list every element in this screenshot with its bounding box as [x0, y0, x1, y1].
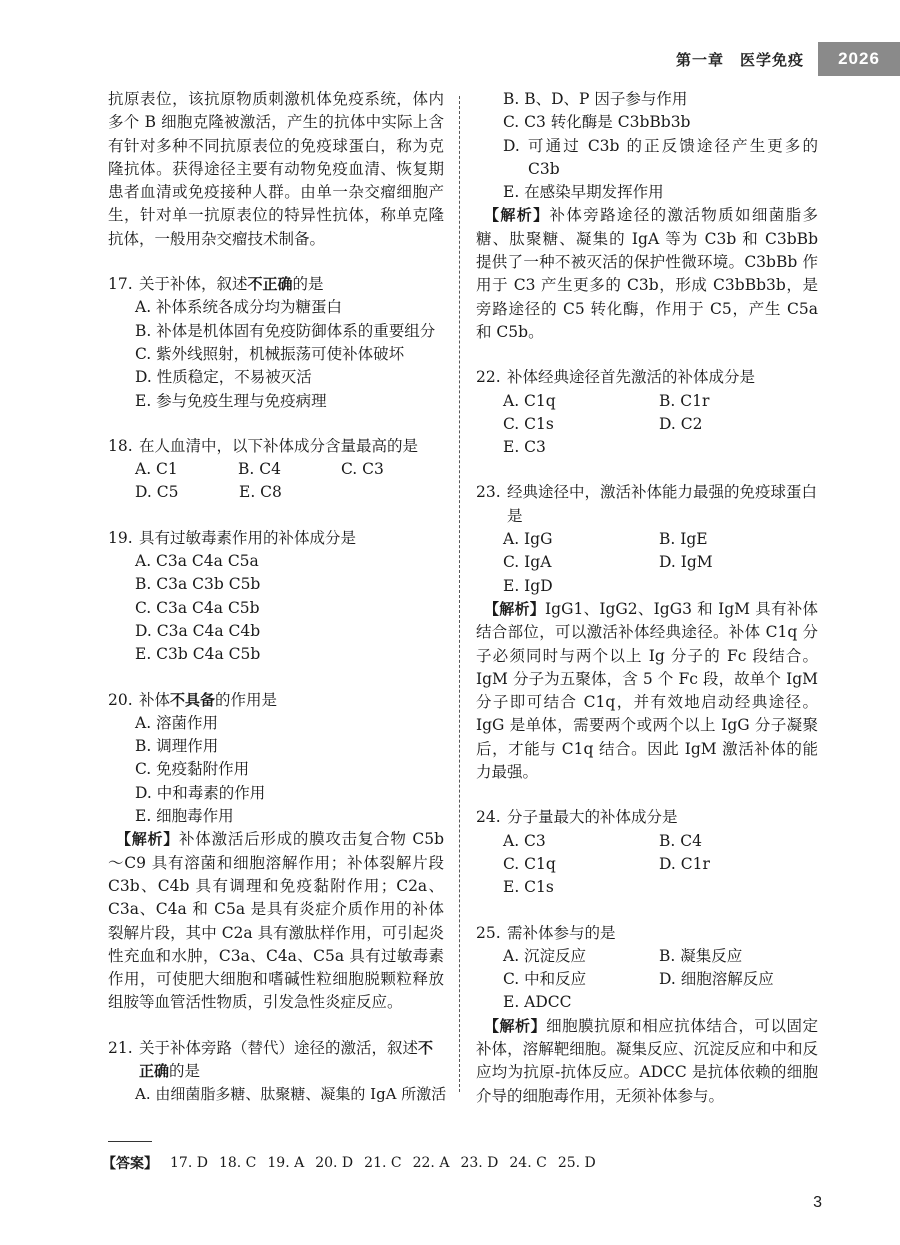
analysis-paragraph: 【解析】细胞膜抗原和相应抗体结合，可以固定补体，溶解靶细胞。凝集反应、沉淀反应和中和反应均为抗原-抗体反应。ADCC 是抗体依赖的细胞介导的细胞毒作用，无须补体参与。 — [476, 1016, 818, 1105]
question-number: 20. — [108, 690, 133, 709]
option: D. 性质稳定，不易被灭活 — [135, 368, 312, 387]
question-number: 24. — [476, 808, 501, 827]
option: B. IgE — [659, 530, 708, 549]
answer-item: 17. D — [170, 1155, 208, 1171]
question-18 — [108, 435, 444, 505]
question-text: 在人血清中，以下补体成分含量最高的是 — [139, 436, 419, 455]
question-number: 22. — [476, 368, 501, 387]
right-column — [476, 88, 818, 1108]
question-17: 17. 关于补体，叙述不正确的是 A. 补体系统各成分均为糖蛋白 B. 补体是机体固有免疫防御体系的重要组分 C. 紫外线照射，机械振荡可使补体破坏 D. 性质稳定，不易被灭活 E. 参与免疫生理与免疫病理 — [108, 273, 444, 413]
option: E. 细胞毒作用 — [135, 807, 234, 826]
option: B. B、D、P 因子参与作用 — [503, 90, 688, 108]
option: E. C1s — [503, 878, 554, 897]
analysis-label: 【解析】 — [484, 206, 550, 225]
analysis-label: 【解析】 — [484, 599, 546, 618]
analysis-paragraph: 【解析】IgG1、IgG2、IgG3 和 IgM 具有补体结合部位，可以激活补体经典途径。补体 C1q 分子必须同时与两个以上 Ig 分子的 Fc 段结合。IgM 分子为五聚体，含 5 个 Fc 段，故单个 IgM 分子即可结合 C1q，并有效地启动经典途径。IgG 是单体，需要两个或两个以上 IgG 分子凝聚后，才能与 C1q 结合。因此 IgM 激活补体的能力最强。 — [476, 599, 818, 782]
option: C. C3 — [341, 460, 384, 479]
answer-item: 21. C — [364, 1155, 402, 1171]
option: C. C3a C4a C5b — [135, 598, 260, 617]
option: C. C3 转化酶是 C3bBb3b — [503, 113, 691, 132]
option: 可通过 C3b 的正反馈途径产生更多的 C3b — [528, 136, 818, 178]
option: A. C1q — [503, 391, 556, 410]
chapter-title: 第一章 医学免疫 — [675, 50, 804, 69]
question-20: 20. 补体不具备的作用是 A. 溶菌作用 B. 调理作用 C. 免疫黏附作用 D. 中和毒素的作用 E. 细胞毒作用 【解析】补体激活后形成的膜攻击复合物 C5b～C9 具有溶菌和细胞溶解作用；补体裂解片段 C3b、C4b 具有调理和免疫黏附作用；C2a、C3a、C4a 和 C5a 是具有炎症介质作用的补体裂解片段，其中 C2a 具有激肽样作用，可引起炎性充血和水肿，C3a、C4a、C5a 具有过敏毒素作用，可使肥大细胞和嗜碱性粒细胞脱颗粒释放组胺等血管活性物质，引发急性炎症反应。 — [108, 689, 444, 1015]
question-23 — [476, 481, 818, 784]
emphasis-text: 不正确 — [247, 275, 293, 294]
question-19 — [108, 527, 444, 667]
question-number: 19. — [108, 528, 133, 547]
left-column — [108, 88, 447, 1107]
page-header — [676, 42, 900, 76]
emphasis-text: 不具备 — [170, 690, 216, 709]
option: E. C3 — [503, 438, 546, 457]
analysis-label: 【解析】 — [484, 1016, 547, 1035]
question-number: 21. — [108, 1038, 133, 1057]
option: B. 调理作用 — [135, 737, 219, 756]
option: D. IgM — [659, 553, 713, 572]
intro-paragraph: 抗原表位，该抗原物质刺激机体免疫系统，体内多个 B 细胞克隆被激活，产生的抗体中实际上含有针对多种不同抗原表位的免疫球蛋白，称为克隆抗体。获得途径主要有动物免疫血清、恢复期患者血清或免疫接种人群。由单一杂交瘤细胞产生，针对单一抗原表位的特异性抗体，称单克隆抗体，一般用杂交瘤技术制备。 — [108, 90, 444, 248]
analysis-label: 【解析】 — [116, 830, 180, 849]
analysis-paragraph: 【解析】补体激活后形成的膜攻击复合物 C5b～C9 具有溶菌和细胞溶解作用；补体裂解片段 C3b、C4b 具有调理和免疫黏附作用；C2a、C3a、C4a 和 C5a 是具有炎症介质作用的补体裂解片段，其中 C2a 具有激肽样作用，可引起炎性充血和水肿，C3a、C4a、C5a 具有过敏毒素作用，可使肥大细胞和嗜碱性粒细胞脱颗粒释放组胺等血管活性物质，引发急性炎症反应。 — [108, 830, 444, 1012]
option: B. 凝集反应 — [659, 946, 743, 965]
answer-item: 22. A — [412, 1155, 450, 1171]
option: D. C3a C4a C4b — [135, 621, 261, 640]
option: C. 中和反应 — [503, 970, 587, 989]
option: A. C3a C4a C5a — [135, 552, 259, 571]
option: D. C5 — [135, 483, 179, 502]
question-text: 补体经典途径首先激活的补体成分是 — [507, 368, 756, 387]
option: A. IgG — [503, 530, 553, 549]
question-21: 21. 关于补体旁路（替代）途径的激活，叙述不正确的是 A. 由细菌脂多糖、肽聚糖、凝集的 IgA 所激活 — [108, 1037, 444, 1107]
question-number: 17. — [108, 275, 133, 294]
option: C. C1s — [503, 414, 554, 433]
answer-item: 18. C — [218, 1155, 257, 1171]
year-badge: 2026 — [818, 42, 900, 76]
question-number: 25. — [476, 923, 501, 942]
option: E. 在感染早期发挥作用 — [503, 183, 664, 202]
option: D. C1r — [659, 854, 710, 873]
option: B. C3a C3b C5b — [135, 575, 261, 594]
option: E. 参与免疫生理与免疫病理 — [135, 391, 327, 410]
option: A. C3 — [503, 831, 546, 850]
option: C. 紫外线照射，机械振荡可使补体破坏 — [135, 344, 405, 363]
question-24 — [476, 806, 818, 899]
option: D. C2 — [659, 414, 703, 433]
option: C. IgA — [503, 553, 552, 572]
column-divider — [459, 96, 460, 1092]
option: D. 细胞溶解反应 — [659, 970, 774, 989]
answer-key-label: 【答案】 — [102, 1156, 158, 1172]
page-number: 3 — [813, 1194, 822, 1211]
answer-item: 25. D — [557, 1155, 596, 1171]
option: C. C1q — [503, 854, 556, 873]
option: D. 中和毒素的作用 — [135, 783, 266, 802]
answer-item: 20. D — [315, 1155, 354, 1171]
question-22 — [476, 366, 818, 459]
question-number: 18. — [108, 436, 133, 455]
question-text: 分子量最大的补体成分是 — [507, 808, 678, 827]
emphasis-text: 不正确 — [139, 1038, 434, 1080]
question-text: 具有过敏毒素作用的补体成分是 — [139, 528, 357, 547]
answer-item: 24. C — [509, 1155, 547, 1171]
option: B. C4 — [238, 460, 281, 479]
question-text: 经典途径中，激活补体能力最强的免疫球蛋白是 — [507, 483, 818, 525]
answer-item: 23. D — [460, 1155, 499, 1171]
answer-key — [102, 1153, 607, 1173]
option: C. 免疫黏附作用 — [135, 760, 250, 779]
footnote-rule — [108, 1141, 152, 1142]
question-text: 需补体参与的是 — [507, 923, 616, 942]
option: B. C4 — [659, 831, 702, 850]
option: A. C1 — [135, 460, 178, 479]
option: A. 溶菌作用 — [135, 713, 219, 732]
option: A. 沉淀反应 — [503, 946, 587, 965]
option: E. ADCC — [503, 993, 572, 1012]
question-25 — [476, 922, 818, 1108]
option-label: D. — [503, 136, 520, 155]
option: A. 补体系统各成分均为糖蛋白 — [135, 298, 343, 317]
option: B. C1r — [659, 391, 710, 410]
option: E. C3b C4a C5b — [135, 645, 261, 664]
option: E. C8 — [239, 483, 282, 502]
question-number: 23. — [476, 483, 501, 502]
question-21-continued — [476, 88, 818, 344]
answer-item: 19. A — [267, 1155, 305, 1171]
option: E. IgD — [503, 576, 553, 595]
option: A. 由细菌脂多糖、肽聚糖、凝集的 IgA 所激活 — [135, 1085, 447, 1104]
option: B. 补体是机体固有免疫防御体系的重要组分 — [135, 321, 436, 340]
analysis-paragraph: 【解析】补体旁路途径的激活物质如细菌脂多糖、肽聚糖、凝集的 IgA 等为 C3b 和 C3bBb 提供了一种不被灭活的保护性微环境。C3bBb 作用于 C3 产生更多的 C3b，形成 C3bBb3b，是旁路途径的 C5 转化酶，作用于 C5，产生 C5a 和 C5b。 — [476, 206, 818, 341]
